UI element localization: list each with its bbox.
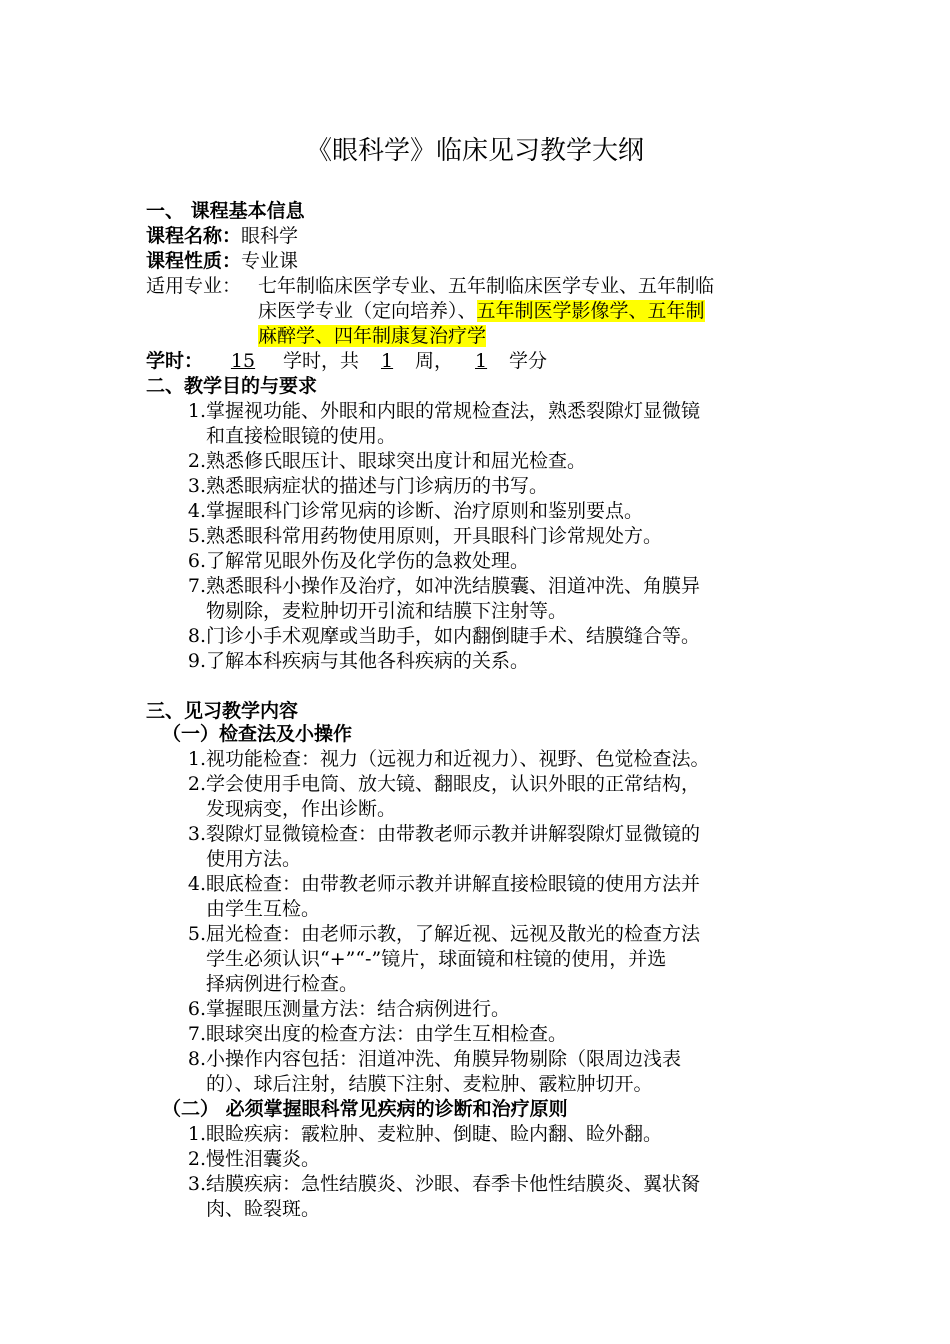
course-name-label: 课程名称： (146, 225, 242, 247)
document-title: 《眼科学》临床见习教学大纲 (305, 136, 644, 166)
course-nature-label: 课程性质： (146, 250, 242, 272)
item-number: 5. (187, 923, 206, 945)
item-number: 1. (187, 400, 206, 422)
item-text: 了解常见眼外伤及化学伤的急救处理。 (206, 550, 530, 572)
majors-line-1: 七年制临床医学专业、五年制临床医学专业、五年制临 (258, 275, 715, 297)
item-number: 7. (187, 575, 206, 597)
item-text: 肉、睑裂斑。 (206, 1198, 321, 1220)
item-text: 发现病变，作出诊断。 (206, 798, 397, 820)
item-text: 择病例进行检查。 (206, 973, 359, 995)
item-text: 学生必须认识“+”“-”镜片，球面镜和柱镜的使用，并选 (206, 948, 667, 970)
item-number: 3. (187, 823, 206, 845)
item-text: 掌握视功能、外眼和内眼的常规检查法，熟悉裂隙灯显微镜 (206, 400, 701, 422)
majors-line-3-highlight: 麻醉学、四年制康复治疗学 (258, 325, 487, 347)
item-text: 熟悉眼病症状的描述与门诊病历的书写。 (206, 475, 549, 497)
item-text: 掌握眼科门诊常见病的诊断、治疗原则和鉴别要点。 (206, 500, 644, 522)
item-number: 5. (187, 525, 206, 547)
item-text: 眼底检查：由带教老师示教并讲解直接检眼镜的使用方法并 (206, 873, 701, 895)
credits-unit: 学分 (509, 350, 548, 372)
item-text: 门诊小手术观摩或当助手，如内翻倒睫手术、结膜缝合等。 (206, 625, 701, 647)
item-number: 3. (187, 1173, 206, 1195)
item-text: 眼睑疾病：霰粒肿、麦粒肿、倒睫、睑内翻、睑外翻。 (206, 1123, 663, 1145)
item-number: 1. (187, 748, 206, 770)
majors-line-3 (258, 324, 486, 349)
item-text: 裂隙灯显微镜检查：由带教老师示教并讲解裂隙灯显微镜的 (206, 823, 701, 845)
majors-line-2-highlight: 五年制医学影像学、五年制 (476, 300, 705, 322)
item-text: 物剔除，麦粒肿切开引流和结膜下注射等。 (206, 600, 568, 622)
item-number: 7. (187, 1023, 206, 1045)
section-2-heading: 二、教学目的与要求 (146, 375, 318, 397)
item-number: 2. (187, 1148, 206, 1170)
item-number: 2. (187, 773, 206, 795)
item-number: 4. (187, 500, 206, 522)
item-text: 掌握眼压测量方法：结合病例进行。 (206, 998, 511, 1020)
item-text: 屈光检查：由老师示教，了解近视、远视及散光的检查方法 (206, 923, 701, 945)
item-text: 眼球突出度的检查方法：由学生互相检查。 (206, 1023, 568, 1045)
credits-value: 1 (475, 350, 488, 372)
hours-row (146, 349, 547, 374)
item-number: 6. (187, 550, 206, 572)
item-text: 了解本科疾病与其他各科疾病的关系。 (206, 650, 530, 672)
section-1-heading: 一、 课程基本信息 (146, 200, 305, 222)
majors-line-2 (258, 299, 705, 324)
majors-line-2-plain: 床医学专业（定向培养）、 (258, 300, 477, 322)
subsection-2-heading: （二） 必须掌握眼科常见疾病的诊断和治疗原则 (162, 1098, 568, 1120)
weeks-value: 1 (380, 350, 394, 372)
item-number: 8. (187, 625, 206, 647)
course-nature-value: 专业课 (241, 250, 299, 272)
course-name-row (146, 224, 298, 249)
item-text: 使用方法。 (206, 848, 302, 870)
item-text: 慢性泪囊炎。 (206, 1148, 321, 1170)
hours-unit: 学时，共 (283, 350, 360, 372)
hours-value: 15 (230, 350, 256, 372)
item-text: 由学生互检。 (206, 898, 321, 920)
hours-label: 学时： (146, 350, 204, 372)
weeks-unit: 周， (415, 350, 454, 372)
item-number: 9. (187, 650, 206, 672)
item-text: 结膜疾病：急性结膜炎、沙眼、春季卡他性结膜炎、翼状胬 (206, 1173, 701, 1195)
item-number: 6. (187, 998, 206, 1020)
majors-label: 适用专业： (146, 275, 242, 297)
item-text: 小操作内容包括：泪道冲洗、角膜异物剔除（限周边浅表 (206, 1048, 682, 1070)
item-text: 学会使用手电筒、放大镜、翻眼皮，认识外眼的正常结构， (206, 773, 701, 795)
item-number: 1. (187, 1123, 206, 1145)
item-text: 和直接检眼镜的使用。 (206, 425, 397, 447)
subsection-1-heading: （一）检查法及小操作 (162, 723, 353, 745)
section-3-heading: 三、见习教学内容 (146, 700, 299, 722)
item-number: 2. (187, 450, 206, 472)
course-nature-row (146, 249, 298, 274)
item-text: 视功能检查：视力（远视力和近视力）、视野、色觉检查法。 (206, 748, 710, 770)
course-name-value: 眼科学 (241, 225, 299, 247)
item-text: 熟悉眼科常用药物使用原则，开具眼科门诊常规处方。 (206, 525, 663, 547)
item-text: 的）、球后注射，结膜下注射、麦粒肿、霰粒肿切开。 (206, 1073, 653, 1095)
item-number: 3. (187, 475, 206, 497)
item-text: 熟悉眼科小操作及治疗，如冲洗结膜囊、泪道冲洗、角膜异 (206, 575, 701, 597)
item-number: 4. (187, 873, 206, 895)
item-text: 熟悉修氏眼压计、眼球突出度计和屈光检查。 (206, 450, 587, 472)
item-number: 8. (187, 1048, 206, 1070)
